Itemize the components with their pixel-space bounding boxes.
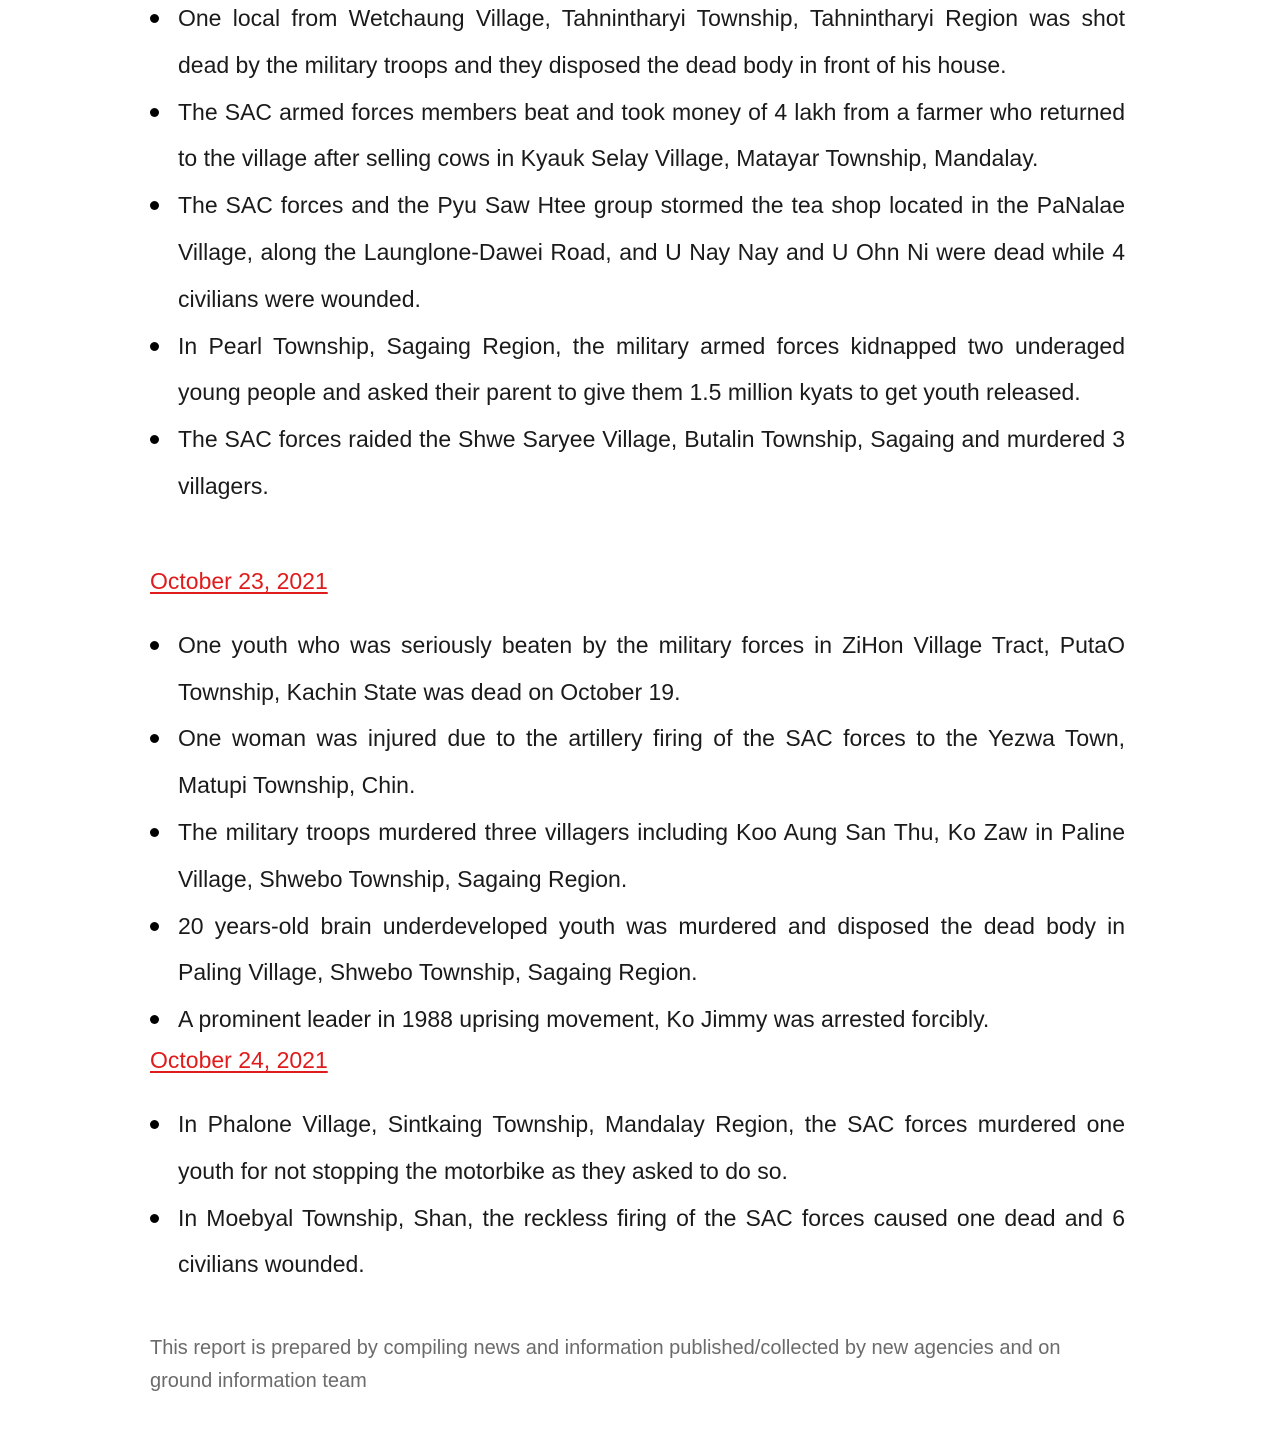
news-item [150,323,1125,417]
news-list-oct-24 [150,1101,1125,1288]
bullet-icon [150,435,159,444]
report-source-note: This report is prepared by compiling news and information published/collected by new agencies and on ground information team [150,1337,1061,1393]
news-item-text: In Phalone Village, Sintkaing Township, Mandalay Region, the SAC forces murdered one youth for not stopping the motorbike as they asked to do so. [178,1110,1125,1184]
bullet-icon [150,14,159,23]
news-item [150,622,1125,716]
news-item [150,903,1125,997]
news-item [150,715,1125,809]
news-item-text: One local from Wetchaung Village, Tahnintharyi Township, Tahnintharyi Region was shot dead by the military troops and they disposed the dead body in front of his house. [178,5,1125,78]
news-item [150,1195,1125,1289]
bullet-icon [150,828,159,837]
news-item [150,416,1125,510]
news-item [150,996,1125,1043]
date-heading-oct-23: October 23, 2021 [150,567,328,594]
bullet-icon [150,641,159,650]
news-item-text: The SAC forces and the Pyu Saw Htee group stormed the tea shop located in the PaNalae Village, along the Launglone-Dawei Road, and U Nay Nay and U Ohn Ni were dead while 4 civilians were wounded. [178,192,1125,312]
news-item-text: The military troops murdered three villagers including Koo Aung San Thu, Ko Zaw in Paline Village, Shwebo Township, Sagaing Region. [178,818,1125,892]
bullet-icon [150,342,159,351]
bullet-icon [150,1120,159,1129]
news-item-text: In Pearl Township, Sagaing Region, the military armed forces kidnapped two underaged young people and asked their parent to give them 1.5 million kyats to get youth released. [178,332,1125,406]
bullet-icon [150,201,159,210]
bullet-icon [150,734,159,743]
news-item [150,1101,1125,1195]
news-item-text: One youth who was seriously beaten by the military forces in ZiHon Village Tract, PutaO Township, Kachin State was dead on October 19. [178,631,1125,705]
news-item-text: In Moebyal Township, Shan, the reckless firing of the SAC forces caused one dead and 6 civilians wounded. [178,1204,1125,1278]
news-item-text: 20 years-old brain underdeveloped youth was murdered and disposed the dead body in Paling Village, Shwebo Township, Sagaing Region. [178,912,1125,986]
news-item-text: A prominent leader in 1988 uprising movement, Ko Jimmy was arrested forcibly. [178,1006,990,1033]
news-item-text: One woman was injured due to the artillery firing of the SAC forces to the Yezwa Town, Matupi Township, Chin. [178,725,1125,799]
news-list-oct-23 [150,622,1125,1043]
report-page [150,0,1125,1398]
bullet-icon [150,1214,159,1223]
news-item-text: The SAC forces raided the Shwe Saryee Village, Butalin Township, Sagaing and murdered 3 villagers. [178,426,1125,499]
news-item [150,809,1125,903]
bullet-icon [150,922,159,931]
news-item [150,182,1125,322]
bullet-icon [150,1015,159,1024]
news-list-oct-22 [150,0,1125,510]
news-item [150,0,1125,89]
date-heading-oct-24: October 24, 2021 [150,1046,328,1073]
bullet-icon [150,108,159,117]
news-item-text: The SAC armed forces members beat and took money of 4 lakh from a farmer who returned to the village after selling cows in Kyauk Selay Village, Matayar Township, Mandalay. [178,98,1125,172]
news-item [150,89,1125,183]
